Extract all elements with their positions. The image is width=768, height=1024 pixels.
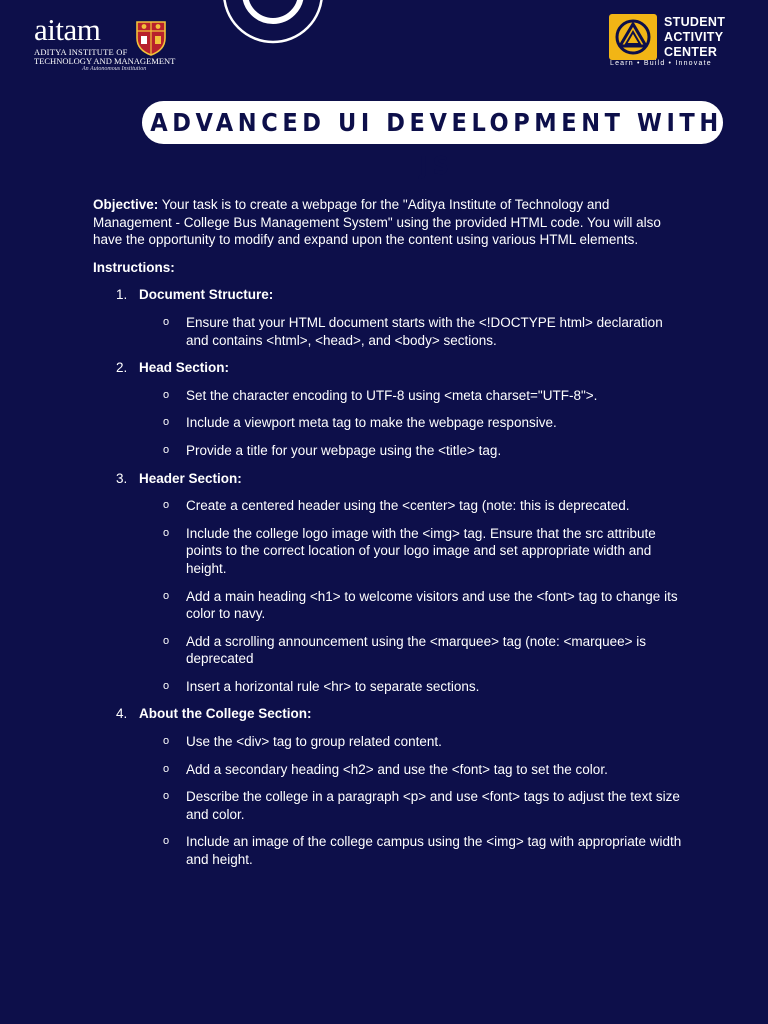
bullet-item [93, 678, 683, 696]
bullet-item [93, 314, 683, 349]
objective-paragraph [93, 196, 683, 249]
sac-name-line: CENTER [664, 45, 718, 59]
section-number: 3. [116, 470, 128, 486]
section-bullet-list [93, 497, 683, 695]
bullet-circle-icon: o [163, 762, 170, 775]
objective-text: Your task is to create a webpage for the "Aditya Institute of Technology and Management - College Bus Management System" using the provided HTML code. You will also have the opportunity to modify and expand upon the content using various HTML elements. [93, 197, 661, 248]
instruction-sections [93, 286, 683, 868]
bullet-text: Use the <div> tag to group related content. [186, 734, 442, 750]
bullet-item [93, 525, 683, 578]
bullet-text: Add a scrolling announcement using the <marquee> tag (note: <marquee> is deprecated [186, 633, 647, 667]
bullet-text: Include the college logo image with the <img> tag. Ensure that the src attribute points to the correct location of your logo image and set appropriate width and height. [186, 525, 656, 576]
bullet-text: Add a secondary heading <h2> and use the <font> tag to set the color. [186, 761, 608, 777]
sac-tagline: Learn • Build • Innovate [610, 60, 712, 67]
title-banner [142, 101, 723, 180]
bullet-text: Insert a horizontal rule <hr> to separate sections. [186, 678, 480, 694]
sac-name [664, 15, 725, 60]
aitam-line1: ADITYA INSTITUTE OF [34, 47, 128, 57]
section-number: 1. [116, 287, 128, 303]
bullet-item [93, 387, 683, 405]
instructions-heading: Instructions: [93, 259, 175, 275]
section-item [93, 470, 683, 696]
aitam-wordmark: aitam [34, 12, 101, 47]
bullet-item [93, 588, 683, 623]
sac-name-line: ACTIVITY [664, 30, 724, 44]
sac-badge [609, 14, 657, 60]
bullet-item [93, 761, 683, 779]
bullet-text: Include an image of the college campus using the <img> tag with appropriate width and height. [186, 834, 682, 868]
sac-name-line: STUDENT [664, 15, 726, 29]
bullet-item [93, 497, 683, 515]
section-item [93, 286, 683, 349]
bullet-item [93, 733, 683, 751]
decorative-ring-icon [222, 0, 324, 44]
section-bullet-list [93, 733, 683, 869]
section-item [93, 705, 683, 868]
aitam-line2: TECHNOLOGY AND MANAGEMENT [34, 56, 176, 66]
bullet-item [93, 414, 683, 432]
aitam-logo [34, 14, 179, 70]
aitam-line3: An Autonomous Institution [82, 66, 147, 72]
bullet-text: Describe the college in a paragraph <p> and use <font> tags to adjust the text size and color. [186, 789, 680, 822]
bullet-circle-icon: o [163, 835, 170, 848]
main-content [93, 196, 683, 879]
section-title: Document Structure: [139, 287, 274, 303]
crest-icon [134, 18, 168, 56]
bullet-circle-icon: o [163, 416, 170, 429]
bullet-circle-icon: o [163, 388, 170, 401]
bullet-circle-icon: o [163, 589, 170, 602]
section-title: Head Section: [139, 360, 230, 376]
bullet-item [93, 442, 683, 460]
bullet-circle-icon: o [163, 634, 170, 647]
bullet-text: Ensure that your HTML document starts with the <!DOCTYPE html> declaration and contains <html>, <head>, and <body> sections. [186, 314, 663, 348]
sac-emblem-icon [613, 17, 653, 57]
objective-label: Objective: [93, 197, 159, 212]
bullet-text: Include a viewport meta tag to make the webpage responsive. [186, 415, 557, 431]
page-title: ADVANCED UI DEVELOPMENT WITH JS [150, 108, 723, 180]
bullet-item [93, 833, 683, 868]
bullet-item [93, 633, 683, 668]
student-activity-center-logo [609, 14, 739, 70]
section-number: 4. [116, 706, 128, 722]
bullet-circle-icon: o [163, 679, 170, 692]
section-number: 2. [116, 360, 128, 376]
bullet-item [93, 788, 683, 823]
bullet-circle-icon: o [163, 315, 170, 328]
section-item [93, 359, 683, 459]
bullet-circle-icon: o [163, 735, 170, 748]
section-title: Header Section: [139, 470, 242, 486]
bullet-text: Set the character encoding to UTF-8 using <meta charset="UTF-8">. [186, 387, 598, 403]
section-bullet-list [93, 314, 683, 349]
bullet-text: Create a centered header using the <center> tag (note: this is deprecated. [186, 498, 630, 514]
bullet-circle-icon: o [163, 526, 170, 539]
bullet-text: Add a main heading <h1> to welcome visitors and use the <font> tag to change its color to navy. [186, 588, 678, 622]
bullet-circle-icon: o [163, 443, 170, 456]
bullet-circle-icon: o [163, 790, 170, 803]
section-bullet-list [93, 387, 683, 460]
bullet-circle-icon: o [163, 499, 170, 512]
section-title: About the College Section: [139, 706, 312, 722]
bullet-text: Provide a title for your webpage using the <title> tag. [186, 442, 502, 458]
